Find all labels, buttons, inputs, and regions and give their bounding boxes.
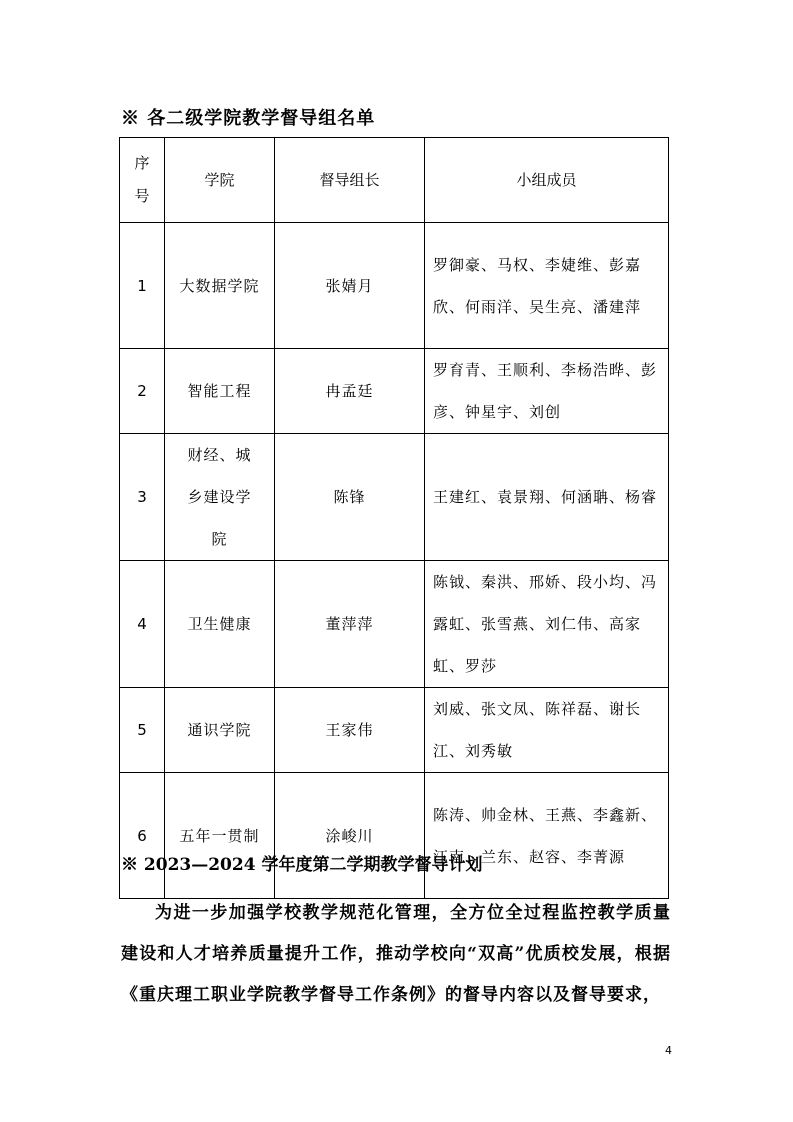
- supervision-team-table: [119, 137, 669, 899]
- row-leader: 王家伟: [275, 688, 425, 773]
- row-members: 陈钺、秦洪、邢娇、段小均、冯露虹、张雪燕、刘仁伟、高家虹、罗莎: [425, 561, 669, 688]
- row-college: 智能工程: [165, 349, 275, 434]
- table-row: [120, 223, 669, 349]
- header-index: [120, 138, 165, 223]
- page-number: 4: [665, 1044, 672, 1057]
- row-index: 5: [120, 688, 165, 773]
- table-row: [120, 349, 669, 434]
- header-leader: 督导组长: [275, 138, 425, 223]
- row-index: 2: [120, 349, 165, 434]
- row-members: 王建红、袁景翔、何涵聃、杨睿: [425, 434, 669, 561]
- row-college: 五年一贯制: [165, 773, 275, 899]
- row-members: 罗御豪、马权、李婕维、彭嘉欣、何雨洋、吴生亮、潘建萍: [425, 223, 669, 349]
- row-college: 卫生健康: [165, 561, 275, 688]
- row-members: 陈涛、帅金林、王燕、李鑫新、江南、兰东、赵容、李菁源: [425, 773, 669, 899]
- row-leader: 涂峻川: [275, 773, 425, 899]
- row-college-text: 财经、城乡建设学院: [187, 446, 252, 548]
- row-index: 6: [120, 773, 165, 899]
- header-members: 小组成员: [425, 138, 669, 223]
- table-row: [120, 688, 669, 773]
- row-leader: 陈锋: [275, 434, 425, 561]
- row-index: 1: [120, 223, 165, 349]
- table-row: [120, 434, 669, 561]
- row-index: 4: [120, 561, 165, 688]
- plan-title: ※ 2023—2024 学年度第二学期教学督导计划: [121, 855, 483, 875]
- row-index: 3: [120, 434, 165, 561]
- table-row: [120, 561, 669, 688]
- header-index-label: 序号: [134, 154, 150, 205]
- row-college: [165, 434, 275, 561]
- row-leader: 冉孟廷: [275, 349, 425, 434]
- row-leader: 张婧月: [275, 223, 425, 349]
- row-members: 罗育青、王顺利、李杨浩晔、彭彦、钟星宇、刘创: [425, 349, 669, 434]
- row-members: 刘威、张文凤、陈祥磊、谢长江、刘秀敏: [425, 688, 669, 773]
- section-title: ※ 各二级学院教学督导组名单: [121, 108, 376, 129]
- table-header-row: [120, 138, 669, 223]
- row-leader: 董萍萍: [275, 561, 425, 688]
- header-college: 学院: [165, 138, 275, 223]
- row-college: 大数据学院: [165, 223, 275, 349]
- table-row: [120, 773, 669, 899]
- plan-paragraph: 为进一步加强学校教学规范化管理，全方位全过程监控教学质量建设和人才培养质量提升工作，推动学校向“双高”优质校发展，根据《重庆理工职业学院教学督导工作条例》的督导内容以及督导要求，: [121, 903, 671, 1005]
- row-college: 通识学院: [165, 688, 275, 773]
